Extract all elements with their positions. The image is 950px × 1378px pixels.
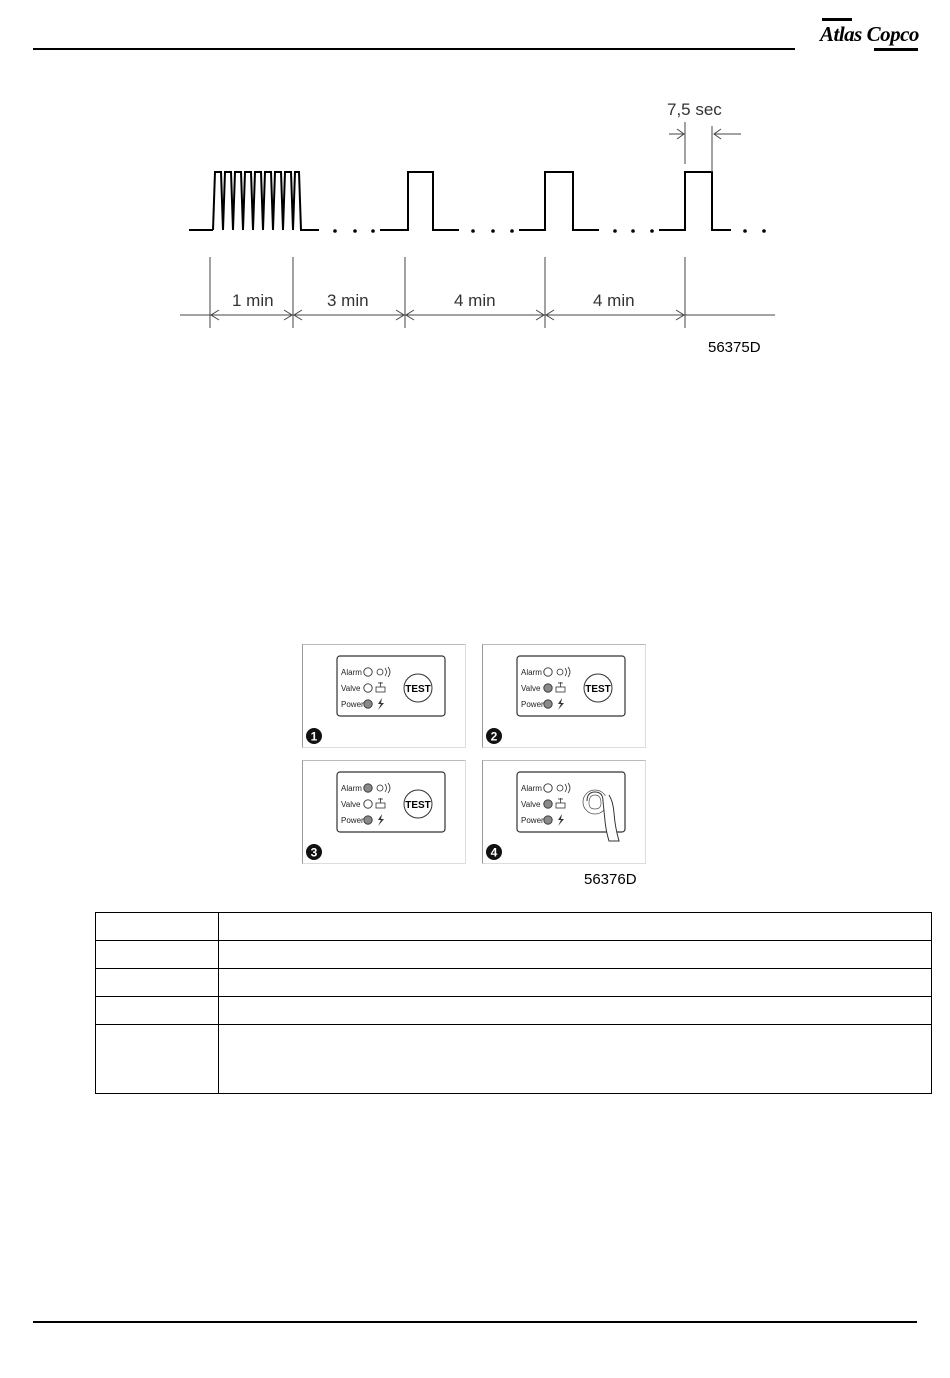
pulse-width-label: 7,5 sec xyxy=(667,100,722,119)
table-cell xyxy=(219,969,932,997)
led-panel-svg xyxy=(483,761,647,865)
alarm-led xyxy=(364,784,372,792)
alarm-label: Alarm xyxy=(521,784,542,793)
led-panel-4 xyxy=(482,760,646,864)
power-led xyxy=(364,700,372,708)
test-button-label: TEST xyxy=(405,800,431,811)
power-label: Power xyxy=(341,816,364,825)
table-cell xyxy=(219,913,932,941)
alarm-led xyxy=(544,668,552,676)
interval-label-4: 4 min xyxy=(593,291,635,310)
panel-number: 4 xyxy=(490,845,498,860)
valve-label: Valve xyxy=(341,684,361,693)
power-led xyxy=(544,816,552,824)
table-row xyxy=(96,913,932,941)
power-label: Power xyxy=(521,700,544,709)
table-cell xyxy=(219,997,932,1025)
valve-label: Valve xyxy=(341,800,361,809)
valve-label: Valve xyxy=(521,800,541,809)
valve-led xyxy=(364,800,372,808)
footer-rule xyxy=(33,1321,917,1323)
led-panel-svg xyxy=(303,761,467,865)
alarm-label: Alarm xyxy=(341,784,362,793)
power-label: Power xyxy=(341,700,364,709)
table-row xyxy=(96,997,932,1025)
led-panel-svg xyxy=(303,645,467,749)
alarm-label: Alarm xyxy=(341,668,362,677)
panel-number: 2 xyxy=(490,729,498,744)
interval-label-2: 3 min xyxy=(327,291,369,310)
test-button-label: TEST xyxy=(405,684,431,695)
logo-text: Atlas Copco xyxy=(820,22,919,46)
header-rule xyxy=(33,48,795,50)
panel-number: 1 xyxy=(310,729,318,744)
figure-code: 56375D xyxy=(708,339,761,356)
table-cell xyxy=(219,941,932,969)
valve-label: Valve xyxy=(521,684,541,693)
led-panel-3 xyxy=(302,760,466,864)
alarm-led xyxy=(364,668,372,676)
timing-diagram-svg xyxy=(175,92,785,362)
valve-led xyxy=(544,800,552,808)
power-led xyxy=(364,816,372,824)
valve-led xyxy=(544,684,552,692)
table-row xyxy=(96,1025,932,1094)
interval-label-3: 4 min xyxy=(454,291,496,310)
table-cell xyxy=(96,941,219,969)
table-cell xyxy=(219,1025,932,1094)
table-cell xyxy=(96,913,219,941)
power-led xyxy=(544,700,552,708)
led-panel-2 xyxy=(482,644,646,748)
timing-diagram xyxy=(175,92,785,362)
led-panel-svg xyxy=(483,645,647,749)
table-cell xyxy=(96,997,219,1025)
table-cell xyxy=(96,969,219,997)
panel-number: 3 xyxy=(310,845,318,860)
atlas-copco-logo xyxy=(818,10,920,52)
interval-label-1: 1 min xyxy=(232,291,274,310)
alarm-led xyxy=(544,784,552,792)
test-button-label: TEST xyxy=(585,684,611,695)
valve-led xyxy=(364,684,372,692)
table-row xyxy=(96,969,932,997)
figure-code-panels: 56376D xyxy=(584,871,637,888)
led-panel-1 xyxy=(302,644,466,748)
power-label: Power xyxy=(521,816,544,825)
alarm-label: Alarm xyxy=(521,668,542,677)
led-panels-figure xyxy=(302,644,648,864)
table-row xyxy=(96,941,932,969)
steps-table xyxy=(95,912,932,1094)
table-cell xyxy=(96,1025,219,1094)
